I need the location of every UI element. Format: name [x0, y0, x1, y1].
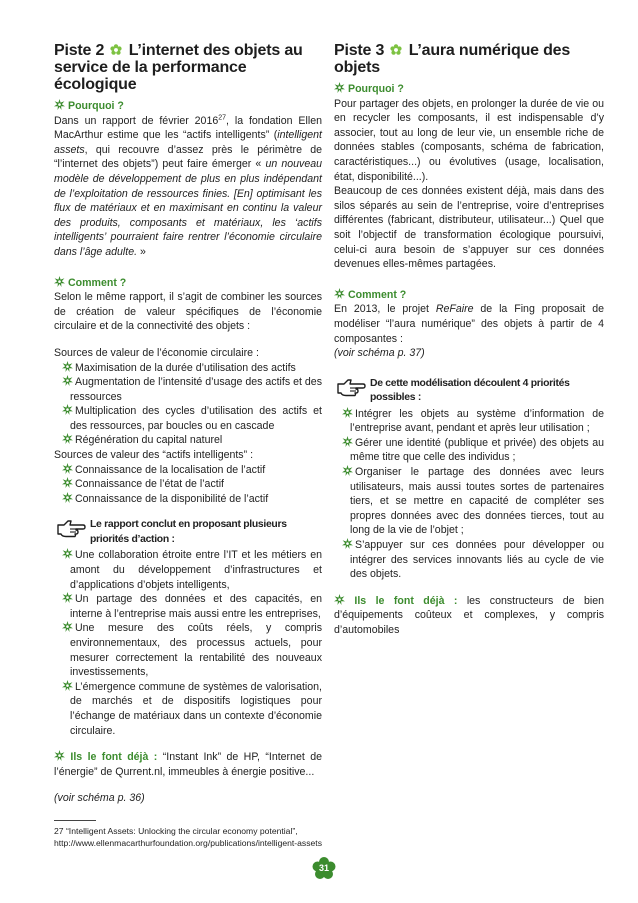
- left-ils-text: “Instant Ink” de HP, “Internet de l’énergie” de Qurrent.nl, immeubles à énergie positive...: [54, 751, 322, 778]
- left-comment-label: Comment ?: [68, 276, 127, 289]
- list-item: Connaissance de la localisation de l’actif: [54, 463, 322, 478]
- star-bullet-icon: [62, 548, 73, 559]
- footnote-ref-27: 27: [218, 114, 227, 122]
- right-pourquoi-heading: [334, 82, 604, 97]
- sources-intelligent-heading: Sources de valeur des “actifs intelligents” :: [54, 449, 254, 462]
- right-comment-label: Comment ?: [348, 288, 407, 301]
- piste2-title: [54, 42, 322, 93]
- pointing-hand-icon: [56, 518, 86, 538]
- list-item: Gérer une identité (publique et privée) des objets au même titre que celle des individus ;: [334, 436, 604, 465]
- star-bullet-icon: [62, 433, 73, 444]
- right-column: [334, 42, 604, 638]
- pointing-hand-icon: [336, 377, 366, 397]
- piste3-title-text: L’aura numérique des objets: [334, 42, 571, 76]
- list-item: Multiplication des cycles d’utilisation des actifs et des ressources, par boucles ou en cascade: [54, 404, 322, 433]
- star-bullet-icon: [342, 407, 353, 418]
- sources-circular-heading: Sources de valeur de l’économie circulaire :: [54, 346, 259, 359]
- star-bullet-icon: [54, 276, 65, 287]
- left-ils-paragraph: [54, 750, 322, 779]
- right-hand-callout: [334, 377, 604, 407]
- star-bullet-icon: [62, 404, 73, 415]
- refaire-project-name: ReFaire: [435, 303, 474, 316]
- list-item: Intégrer les objets au système d’information de l’entreprise avant, pendant et après leur utilisation ;: [334, 407, 604, 436]
- page-number: 31: [318, 863, 329, 873]
- piste3-title: [334, 42, 604, 76]
- right-ils-label: Ils le font déjà :: [354, 594, 458, 607]
- star-bullet-icon: [54, 750, 65, 761]
- page-number-badge: [312, 857, 336, 881]
- left-pourquoi-quote: un nouveau modèle de développement de plus en plus indépendant de l’exploitation de ressources finies. [En] optimisant les flux de matériaux et en maximisant en continu la valeur des produits, composants et matériaux, les ‘actifs intelligents’ pourraient faire rentrer l’économie circulaire dans l’âge adulte.: [54, 158, 322, 258]
- list-item: Régénération du capital naturel: [54, 433, 322, 448]
- left-pourquoi-label: Pourquoi ?: [68, 100, 124, 112]
- right-schema-reference: (voir schéma p. 37): [334, 347, 425, 360]
- list-item: Connaissance de la disponibilité de l’actif: [54, 492, 322, 507]
- footnote: 27 “Intelligent Assets: Unlocking the circular economy potential”, http://www.ellenmacarthurfoundation.org/publications/intelligent-assets: [54, 825, 322, 849]
- list-item: Augmentation de l’intensité d’usage des actifs et des ressources: [54, 375, 322, 404]
- star-bullet-icon: [62, 492, 73, 503]
- left-hand-text: Le rapport conclut en proposant plusieurs priorités d’action :: [90, 519, 287, 546]
- flower-icon: [390, 44, 402, 56]
- left-hand-callout: [54, 518, 322, 548]
- star-bullet-icon: [62, 361, 73, 372]
- left-pourquoi-paragraph: [54, 114, 322, 260]
- right-ils-paragraph: [334, 594, 604, 638]
- list-item: Maximisation de la durée d’utilisation des actifs: [54, 361, 322, 376]
- star-bullet-icon: [334, 82, 345, 93]
- piste3-title-number: Piste 3: [334, 42, 385, 59]
- list-item: Une mesure des coûts réels, y compris environnementaux, des processus actuels, pour mesurer correctement la rentabilité des nouveaux investissements,: [54, 621, 322, 679]
- list-item: Organiser le partage des données avec leurs utilisateurs, mais aussi toutes sortes de partenaires tiers, et se mettre en capacité de compléter ses propres données avec des données tierces, tout au long de la vie de l’objet ;: [334, 465, 604, 538]
- right-pourquoi-paragraph-2: Beaucoup de ces données existent déjà, mais dans des silos séparés au sein de l’entreprise, voire d’entreprises différentes (fabricant, distributeur, utilisateur...) Quel que soit l’objectif de transformation écologique poursuivi, celui-ci aura besoin de s’appuyer sur ces données devenues elles-mêmes partagées.: [334, 185, 604, 271]
- footnote-divider: [54, 820, 96, 821]
- star-bullet-icon: [62, 592, 73, 603]
- left-pourquoi-text-b: , la fondation Ellen MacArthur estime que les “actifs intelligents” (: [54, 114, 322, 142]
- left-pourquoi-text-d: , qui recouvre d’assez près le périmètre de “l’internet des objets”) peut faire émerger «: [54, 143, 322, 171]
- list-item: S’appuyer sur ces données pour développer ou intégrer des services innovants liés au cycle de vie des objets.: [334, 538, 604, 582]
- list-item: L’émergence commune de systèmes de valorisation, de marchés et de dispositifs logistiques pour l’échange de matériaux dans un contexte d’économie circulaire.: [54, 680, 322, 738]
- star-bullet-icon: [342, 465, 353, 476]
- star-bullet-icon: [62, 680, 73, 691]
- star-bullet-icon: [342, 436, 353, 447]
- star-bullet-icon: [334, 288, 345, 299]
- left-comment-heading: [54, 276, 322, 291]
- left-pourquoi-text-a: Dans un rapport de février 2016: [54, 114, 219, 127]
- left-comment-paragraph: Selon le même rapport, il s’agit de combiner les sources de création de valeur spécifiques de l’économie circulaire et de la connectivité des objets :: [54, 291, 322, 333]
- left-pourquoi-text-f: »: [137, 245, 146, 258]
- left-schema-reference: (voir schéma p. 36): [54, 792, 145, 805]
- left-column: [54, 42, 322, 850]
- star-bullet-icon: [54, 99, 65, 110]
- right-hand-text: De cette modélisation découlent 4 priorités possibles :: [370, 377, 570, 404]
- list-item: Un partage des données et des capacités, en interne à l’entreprise mais aussi entre les entreprises,: [54, 592, 322, 621]
- flower-icon: [110, 44, 122, 56]
- right-pourquoi-paragraph-1: Pour partager des objets, en prolonger la durée de vie ou en recycler les composants, il est indispensable d’y associer, tout au long de leur vie, un ensemble riche de données stables (composants, schéma de fabrication, caractéristiques...) ou évolutives (usage, localisation, état, disponibilité...).: [334, 97, 604, 183]
- left-ils-label: Ils le font déjà :: [70, 751, 158, 764]
- right-ils-text: les constructeurs de bien d’équipements coûteux et complexes, y compris d’automobiles: [334, 594, 604, 636]
- right-pourquoi-label: Pourquoi ?: [348, 83, 404, 95]
- star-bullet-icon: [62, 463, 73, 474]
- piste2-title-text: L’internet des objets au service de la performance écologique: [54, 42, 303, 93]
- star-bullet-icon: [342, 538, 353, 549]
- right-comment-paragraph: En 2013, le projet ReFaire de la Fing proposait de modéliser “l’aura numérique” des objets à partir de 4 composantes : (voir schéma p. 37): [334, 303, 604, 360]
- piste2-title-number: Piste 2: [54, 42, 105, 59]
- star-bullet-icon: [62, 477, 73, 488]
- list-item: Connaissance de l’état de l’actif: [54, 477, 322, 492]
- right-comment-heading: [334, 288, 604, 303]
- left-pourquoi-text-c: intelligent assets: [54, 129, 322, 156]
- list-item: Une collaboration étroite entre l’IT et les métiers en amont du développement d’infrastructures et d’applications d’objets intelligents,: [54, 548, 322, 592]
- left-pourquoi-heading: [54, 99, 322, 114]
- star-bullet-icon: [334, 594, 345, 605]
- star-bullet-icon: [62, 375, 73, 386]
- star-bullet-icon: [62, 621, 73, 632]
